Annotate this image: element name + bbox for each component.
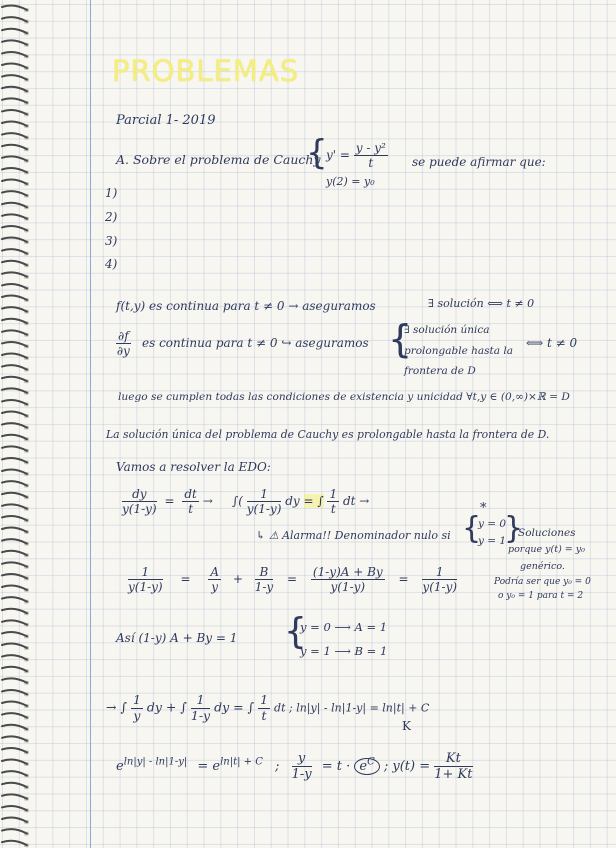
sol-note5: o y₀ = 1 para t = 2	[498, 591, 584, 601]
asi-case1: y = 0 ⟶ A = 1	[300, 620, 388, 634]
spiral-ring	[2, 551, 27, 555]
spiral-ring	[2, 539, 27, 543]
spiral-ring	[2, 655, 27, 659]
exp-ec-sup: C	[367, 756, 375, 768]
cauchy-brace: {	[306, 133, 328, 173]
note-line4: La solución única del problema de Cauchy es prolongable hasta la frontera de D.	[106, 428, 550, 441]
eq1-num: y - y²	[355, 141, 386, 155]
spiral-ring	[2, 133, 27, 137]
spiral-ring	[2, 736, 27, 740]
spiral-ring	[2, 365, 27, 369]
note-line2b3: frontera de D	[404, 365, 476, 377]
spiral-ring	[2, 516, 27, 520]
spiral-ring	[2, 504, 27, 508]
partial-fractions	[128, 566, 457, 593]
sol-note4: Podría ser que y₀ = 0	[494, 577, 591, 587]
pf-n3: B	[255, 566, 273, 580]
fi-dy1: dy + ∫	[146, 699, 187, 715]
eq1-fraction	[354, 142, 388, 169]
cauchy-eq2: y(2) = y₀	[326, 175, 375, 188]
spiral-ring	[2, 145, 27, 149]
spiral-ring	[2, 562, 27, 566]
option-4: 4)	[105, 257, 118, 271]
int-open: ∫(	[232, 494, 243, 508]
final-integral	[106, 694, 429, 722]
sep-arrow: →	[202, 494, 213, 508]
constant-k: K	[402, 719, 411, 733]
pf-eq2: =	[287, 572, 298, 586]
spiral-ring	[2, 319, 27, 323]
spiral-ring	[2, 156, 27, 160]
asi-case2: y = 1 ⟶ B = 1	[300, 644, 388, 658]
exp-ktn: Kt	[434, 752, 472, 767]
int-num: 1	[247, 488, 282, 502]
spiral-ring	[2, 307, 27, 311]
spiral-ring	[2, 446, 27, 450]
note-line2b2: prolongable hasta la	[404, 345, 513, 357]
exp-e1: e	[116, 759, 124, 774]
spiral-ring	[2, 597, 27, 601]
spiral-ring	[2, 272, 27, 276]
exp-ec-circle	[354, 758, 379, 775]
note-line1a: f(t,y) es continua para t ≠ 0 → aseguramos	[116, 299, 376, 313]
spiral-ring	[2, 110, 27, 114]
int-dt: dt →	[342, 494, 370, 508]
pf-plus: +	[232, 572, 243, 586]
spiral-ring	[2, 806, 27, 810]
fi-d2: 1-y	[190, 707, 211, 723]
exp-yd: 1-y	[291, 767, 312, 782]
fi-d3: t	[261, 707, 267, 723]
exp-semi: ;	[275, 759, 280, 774]
pf-d1: y(1-y)	[128, 580, 163, 594]
spiral-ring	[2, 191, 27, 195]
note-line2c: ⟺ t ≠ 0	[526, 336, 578, 350]
question-a-text: A. Sobre el problema de Cauchy	[116, 152, 321, 167]
spiral-ring	[2, 620, 27, 624]
spiral-ring	[2, 6, 27, 10]
eq1-lhs: y' =	[326, 148, 350, 162]
dt-num: dt	[184, 487, 197, 501]
asi-line: Así (1-y) A + By = 1	[116, 631, 238, 645]
spiral-ring	[2, 226, 27, 230]
spiral-ring	[2, 794, 27, 798]
pd-num: ∂f	[118, 329, 129, 343]
pf-n4: (1-y)A + By	[312, 565, 383, 579]
spiral-ring	[2, 481, 27, 485]
spiral-ring	[2, 354, 27, 358]
spiral-ring	[2, 771, 27, 775]
note-line2b1: ∃ solución única	[404, 324, 490, 336]
exp-e2-sup: ln|t| + C	[220, 756, 263, 768]
spiral-ring	[2, 678, 27, 682]
fi-n3: 1	[260, 692, 269, 707]
exp-eqt: = t ·	[321, 759, 351, 774]
dy-num: dy	[122, 488, 157, 502]
fi-rest: dt ; ln|y| - ln|1-y| = ln|t| + C	[274, 701, 430, 715]
sol-note1: Soluciones	[518, 527, 576, 539]
spiral-ring	[2, 818, 27, 822]
fi-n2: 1	[191, 694, 210, 709]
sol-note3: genérico.	[520, 561, 565, 572]
exp-e2: = e	[197, 759, 221, 774]
int-eq: = ∫	[303, 494, 324, 508]
spiral-ring	[2, 841, 27, 845]
spiral-ring	[2, 330, 27, 334]
spiral-ring	[2, 180, 27, 184]
int-den2: t	[330, 502, 336, 516]
case-brace: {	[462, 511, 482, 546]
spiral-binding	[0, 0, 34, 848]
margin-line	[90, 0, 91, 848]
case-brace-close: }	[504, 511, 524, 546]
spiral-ring	[2, 400, 27, 404]
spiral-ring	[2, 261, 27, 265]
fi-arrow: → ∫	[106, 699, 127, 715]
exp-e1-sup: ln|y| - ln|1-y|	[123, 756, 188, 768]
spiral-ring	[2, 122, 27, 126]
sep-vars: $\frac{dy}{y(1-y)}$ = $\frac{dt}{t}$ →	[122, 487, 213, 516]
spiral-ring	[2, 238, 27, 242]
spiral-ring	[2, 528, 27, 532]
spiral-ring	[2, 586, 27, 590]
note-line3: luego se cumplen todas las condiciones de existencia y unicidad ∀t,y ∈ (0,∞)×ℝ = D	[118, 391, 570, 403]
partial-derivative	[116, 330, 131, 357]
integral-line	[232, 488, 369, 515]
spiral-ring	[2, 377, 27, 381]
exponential-line	[116, 752, 473, 781]
fi-dy2: dy = ∫	[214, 699, 255, 715]
note-brace: {	[388, 317, 413, 361]
exp-ec: e	[359, 759, 368, 774]
pf-d4: y(1-y)	[330, 580, 366, 594]
spiral-ring	[2, 725, 27, 729]
spiral-ring	[2, 609, 27, 613]
spiral-ring	[2, 203, 27, 207]
spiral-ring	[2, 702, 27, 706]
spiral-ring	[2, 470, 27, 474]
exam-subtitle: Parcial 1- 2019	[116, 113, 216, 128]
sol-note2: porque y(t) = y₀	[508, 544, 585, 555]
spiral-ring	[2, 388, 27, 392]
eq1-den: t	[368, 156, 374, 170]
note-line5: Vamos a resolver la EDO:	[116, 460, 271, 474]
spiral-ring	[2, 748, 27, 752]
spiral-ring	[2, 412, 27, 416]
pf-n2: A	[210, 565, 220, 579]
exp-yt: ; y(t) =	[383, 759, 431, 774]
spiral-ring	[2, 75, 27, 79]
spiral-ring	[2, 214, 27, 218]
spiral-ring	[2, 423, 27, 427]
spiral-ring	[2, 458, 27, 462]
spiral-ring	[2, 98, 27, 102]
spiral-ring	[2, 40, 27, 44]
dy-den: y(1-y)	[122, 502, 157, 516]
spiral-ring	[2, 760, 27, 764]
cauchy-eq1	[326, 142, 388, 169]
spiral-ring	[2, 644, 27, 648]
fi-d1: y	[133, 707, 141, 723]
option-2: 2)	[105, 210, 118, 224]
spiral-ring	[2, 29, 27, 33]
spiral-ring	[2, 342, 27, 346]
spiral-ring	[2, 690, 27, 694]
fi-n1: 1	[132, 692, 141, 707]
exp-ktd: 1+ Kt	[434, 767, 473, 782]
alarm-note: ↳ ⚠ Alarma!! Denominador nulo si	[256, 529, 451, 542]
spiral-ring	[2, 296, 27, 300]
pf-n5: 1	[422, 566, 457, 580]
asi-brace: {	[284, 611, 307, 652]
pf-d3: 1-y	[254, 580, 274, 594]
pf-eq1: =	[180, 572, 191, 586]
pd-den: ∂y	[116, 344, 130, 358]
option-3: 3)	[105, 234, 118, 248]
asterisk: *	[480, 501, 487, 516]
pf-d5: y(1-y)	[422, 580, 458, 594]
spiral-ring	[2, 17, 27, 21]
note-line2a: es continua para t ≠ 0 ↪ aseguramos	[142, 336, 369, 350]
spiral-ring	[2, 783, 27, 787]
spiral-ring	[2, 829, 27, 833]
case-y1: y = 1	[478, 535, 507, 547]
spiral-ring	[2, 284, 27, 288]
pf-eq3: =	[398, 572, 409, 586]
case-y0: y = 0	[478, 518, 507, 530]
spiral-ring	[2, 64, 27, 68]
spiral-ring	[2, 168, 27, 172]
spiral-ring	[2, 574, 27, 578]
page-title: PROBLEMAS	[112, 54, 300, 88]
spiral-ring	[2, 435, 27, 439]
spiral-ring	[2, 87, 27, 91]
note-line1b: ∃ solución ⟺ t ≠ 0	[428, 297, 535, 310]
spiral-ring	[2, 249, 27, 253]
spiral-ring	[2, 52, 27, 56]
exp-yn: y	[292, 752, 312, 767]
spiral-ring	[2, 632, 27, 636]
spiral-ring	[2, 713, 27, 717]
int-den: y(1-y)	[246, 502, 282, 516]
int-num2: 1	[329, 487, 338, 501]
option-1: 1)	[105, 186, 118, 200]
dt-den: t	[188, 502, 194, 516]
spiral-ring	[2, 667, 27, 671]
int-dy: dy	[285, 494, 300, 508]
pf-n1: 1	[128, 566, 163, 580]
question-a-tail: se puede afirmar que:	[412, 155, 546, 169]
pf-d2: y	[211, 580, 219, 594]
spiral-ring	[2, 493, 27, 497]
